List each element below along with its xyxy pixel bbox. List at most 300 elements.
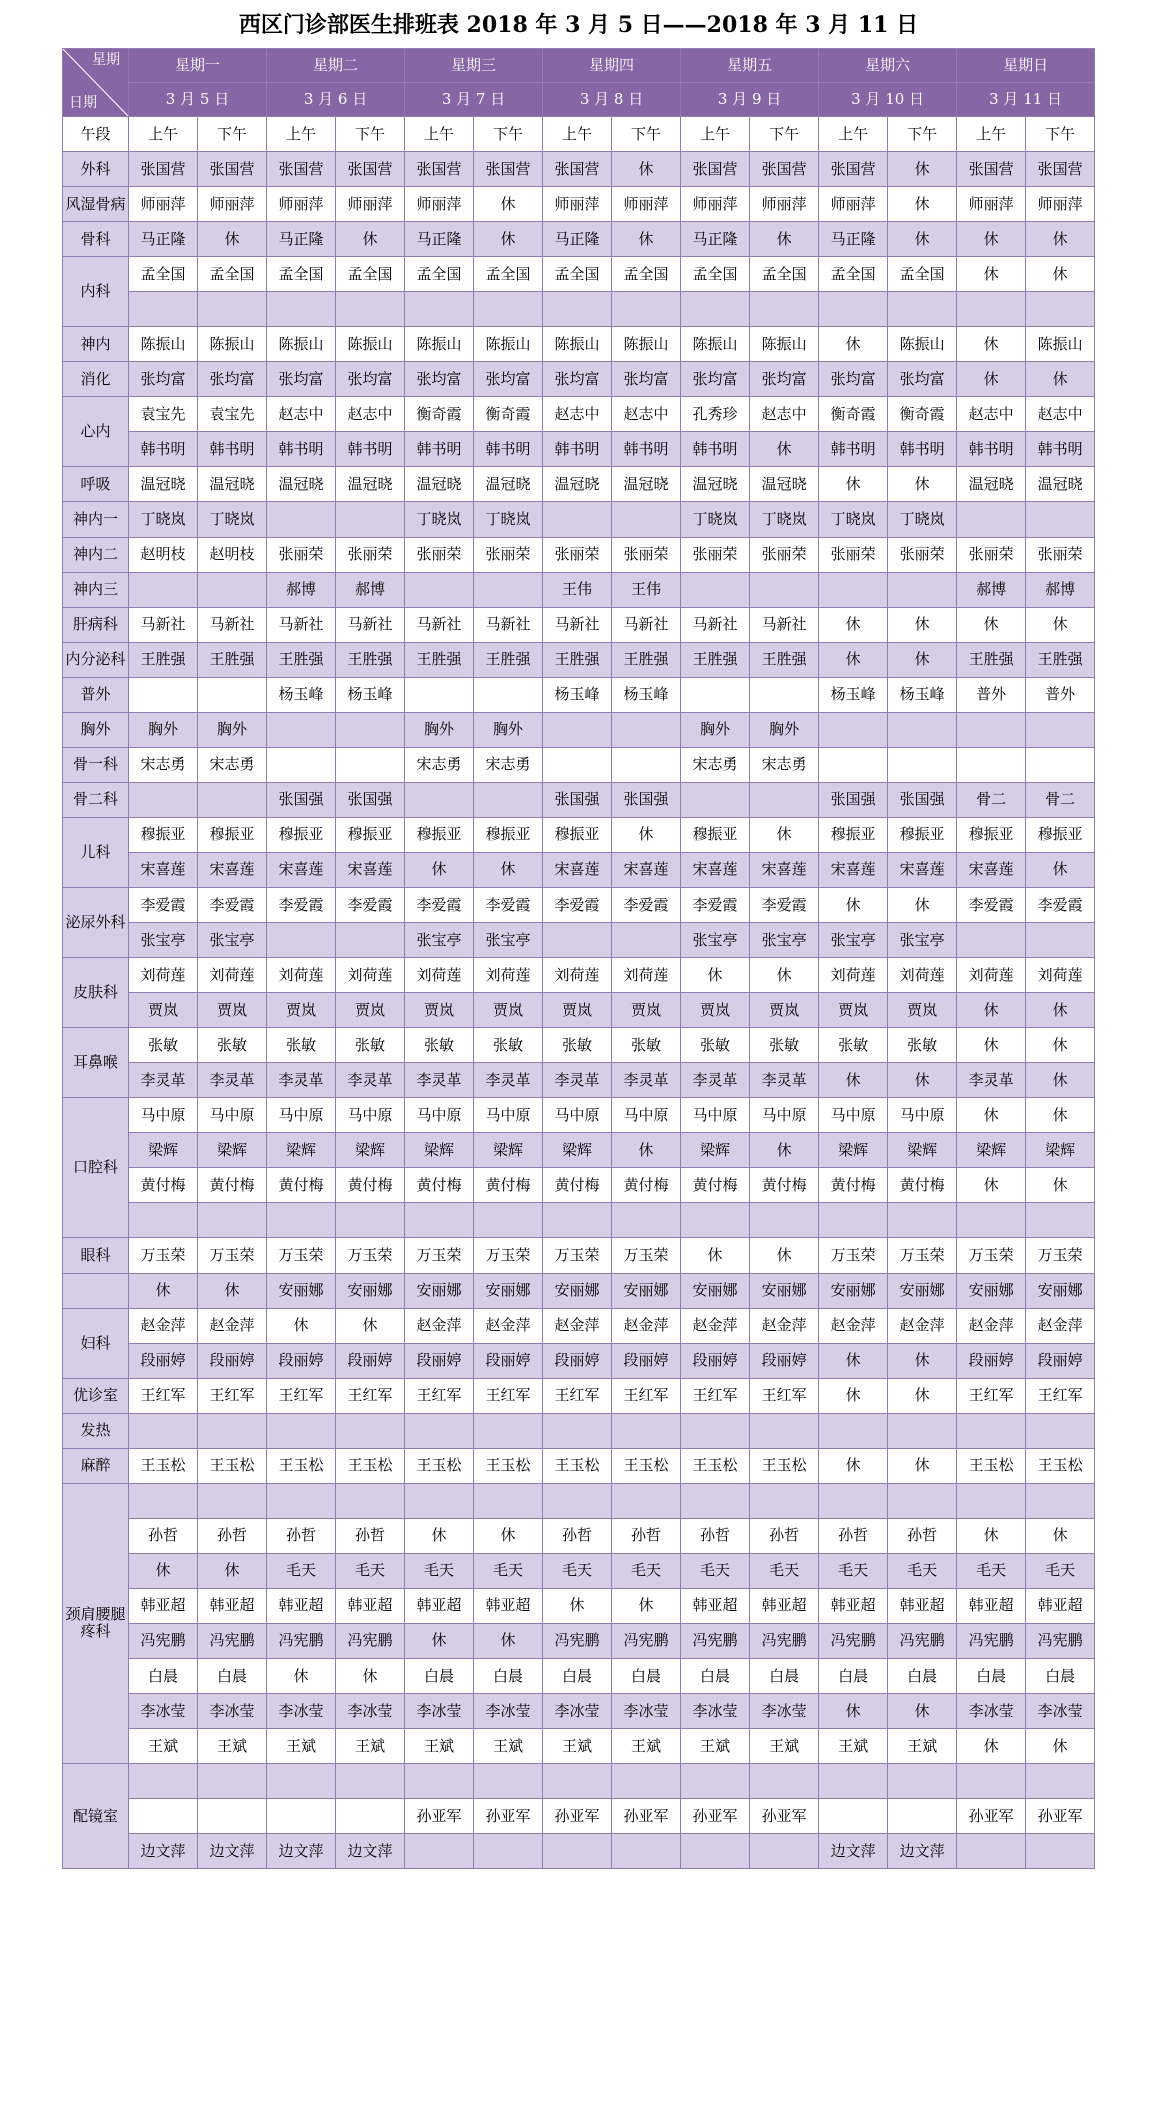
shift-cell: 毛天	[681, 1553, 750, 1588]
shift-cell: 休	[819, 1694, 888, 1729]
shift-cell: 张国营	[267, 152, 336, 187]
shift-cell: 李爱霞	[957, 887, 1026, 922]
shift-cell: 赵金萍	[1026, 1308, 1095, 1343]
shift-cell: 穆振亚	[957, 817, 1026, 852]
shift-cell: 毛天	[1026, 1553, 1095, 1588]
shift-cell: 陈振山	[267, 327, 336, 362]
shift-cell: 张丽荣	[888, 537, 957, 572]
shift-cell: 张国营	[681, 152, 750, 187]
shift-cell: 休	[1026, 1729, 1095, 1764]
shift-cell	[336, 712, 405, 747]
shift-cell	[888, 1483, 957, 1518]
shift-cell: 休	[1026, 852, 1095, 887]
shift-cell: 梁辉	[681, 1133, 750, 1168]
shift-cell	[543, 923, 612, 958]
shift-cell: 白晨	[1026, 1659, 1095, 1694]
shift-cell: 马中原	[750, 1098, 819, 1133]
shift-cell: 孙亚军	[957, 1799, 1026, 1834]
shift-cell: 刘荷莲	[543, 958, 612, 993]
weekday-header: 星期四	[543, 49, 681, 83]
shift-cell: 穆振亚	[819, 817, 888, 852]
shift-cell: 温冠晓	[750, 467, 819, 502]
shift-cell: 贾岚	[750, 993, 819, 1028]
shift-cell: 冯宪鹏	[681, 1623, 750, 1658]
shift-cell: 毛天	[336, 1553, 405, 1588]
shift-cell: 宋喜莲	[129, 852, 198, 887]
shift-cell	[957, 292, 1026, 327]
shift-cell: 师丽萍	[336, 187, 405, 222]
date-header: 3 月 11 日	[957, 83, 1095, 117]
shift-cell	[612, 1413, 681, 1448]
shift-cell: 马中原	[336, 1098, 405, 1133]
shift-cell: 陈振山	[336, 327, 405, 362]
shift-cell: 刘荷莲	[198, 958, 267, 993]
shift-cell: 安丽娜	[336, 1273, 405, 1308]
shift-cell: 梁辉	[957, 1133, 1026, 1168]
shift-cell	[957, 1483, 1026, 1518]
header-corner	[63, 49, 129, 117]
shift-cell: 毛天	[405, 1553, 474, 1588]
shift-cell: 休	[888, 642, 957, 677]
department-name: 风湿骨病	[63, 187, 129, 222]
shift-cell	[957, 1203, 1026, 1238]
period-cell: 下午	[198, 117, 267, 152]
table-row	[63, 432, 1095, 467]
shift-cell	[198, 572, 267, 607]
shift-cell: 张国营	[750, 152, 819, 187]
shift-cell: 王胜强	[543, 642, 612, 677]
date-header: 3 月 6 日	[267, 83, 405, 117]
shift-cell: 万玉荣	[336, 1238, 405, 1273]
shift-cell: 宋喜莲	[336, 852, 405, 887]
shift-cell: 马新社	[267, 607, 336, 642]
shift-cell: 宋志勇	[474, 747, 543, 782]
period-cell: 上午	[267, 117, 336, 152]
department-name: 消化	[63, 362, 129, 397]
shift-cell: 韩亚超	[198, 1588, 267, 1623]
shift-cell: 王玉松	[543, 1448, 612, 1483]
shift-cell: 安丽娜	[405, 1273, 474, 1308]
shift-cell: 赵志中	[750, 397, 819, 432]
shift-cell: 休	[750, 1238, 819, 1273]
shift-cell: 贾岚	[819, 993, 888, 1028]
shift-cell: 毛天	[888, 1553, 957, 1588]
shift-cell: 毛天	[957, 1553, 1026, 1588]
shift-cell: 张敏	[612, 1028, 681, 1063]
department-name: 耳鼻喉	[63, 1028, 129, 1098]
shift-cell: 王红军	[957, 1378, 1026, 1413]
shift-cell: 黄付梅	[474, 1168, 543, 1203]
shift-cell: 张均富	[681, 362, 750, 397]
department-name: 内科	[63, 257, 129, 327]
shift-cell	[405, 1413, 474, 1448]
shift-cell: 李爱霞	[612, 887, 681, 922]
shift-cell: 王红军	[612, 1378, 681, 1413]
shift-cell: 赵金萍	[888, 1308, 957, 1343]
shift-cell: 边文萍	[888, 1834, 957, 1869]
shift-cell: 袁宝先	[198, 397, 267, 432]
shift-cell: 王玉松	[336, 1448, 405, 1483]
shift-cell	[198, 677, 267, 712]
shift-cell: 王红军	[267, 1378, 336, 1413]
shift-cell: 宋喜莲	[750, 852, 819, 887]
shift-cell: 宋志勇	[681, 747, 750, 782]
shift-cell: 穆振亚	[888, 817, 957, 852]
shift-cell: 孟全国	[750, 257, 819, 292]
shift-cell: 段丽婷	[957, 1343, 1026, 1378]
shift-cell: 孟全国	[198, 257, 267, 292]
shift-cell: 冯宪鹏	[1026, 1623, 1095, 1658]
shift-cell: 张宝亭	[198, 923, 267, 958]
shift-cell: 休	[612, 152, 681, 187]
shift-cell: 王玉松	[129, 1448, 198, 1483]
shift-cell: 王斌	[129, 1729, 198, 1764]
shift-cell: 胸外	[681, 712, 750, 747]
shift-cell: 孙哲	[681, 1518, 750, 1553]
shift-cell: 休	[957, 1168, 1026, 1203]
shift-cell: 张丽荣	[1026, 537, 1095, 572]
shift-cell: 休	[198, 1273, 267, 1308]
shift-cell: 宋喜莲	[681, 852, 750, 887]
shift-cell: 休	[1026, 257, 1095, 292]
shift-cell: 休	[819, 1378, 888, 1413]
table-row	[63, 572, 1095, 607]
shift-cell: 万玉荣	[129, 1238, 198, 1273]
shift-cell: 白晨	[543, 1659, 612, 1694]
shift-cell: 安丽娜	[1026, 1273, 1095, 1308]
weekday-corner-label: 星期	[92, 52, 120, 68]
shift-cell	[336, 1483, 405, 1518]
shift-cell: 温冠晓	[1026, 467, 1095, 502]
shift-cell	[888, 1764, 957, 1799]
shift-cell: 安丽娜	[888, 1273, 957, 1308]
shift-cell: 段丽婷	[129, 1343, 198, 1378]
shift-cell	[129, 1203, 198, 1238]
shift-cell: 孙亚军	[474, 1799, 543, 1834]
shift-cell: 李爱霞	[474, 887, 543, 922]
shift-cell: 李冰莹	[543, 1694, 612, 1729]
shift-cell: 韩亚超	[1026, 1588, 1095, 1623]
shift-cell: 马中原	[543, 1098, 612, 1133]
shift-cell: 边文萍	[336, 1834, 405, 1869]
shift-cell	[405, 1834, 474, 1869]
shift-cell: 休	[681, 958, 750, 993]
shift-cell: 孙亚军	[681, 1799, 750, 1834]
shift-cell: 赵金萍	[129, 1308, 198, 1343]
shift-cell: 张国强	[336, 782, 405, 817]
shift-cell: 王玉松	[405, 1448, 474, 1483]
shift-cell	[198, 782, 267, 817]
shift-cell: 休	[267, 1659, 336, 1694]
date-header: 3 月 8 日	[543, 83, 681, 117]
shift-cell: 赵金萍	[198, 1308, 267, 1343]
shift-cell: 孟全国	[819, 257, 888, 292]
shift-cell: 休	[129, 1273, 198, 1308]
period-cell: 上午	[957, 117, 1026, 152]
shift-cell: 张丽荣	[750, 537, 819, 572]
shift-cell: 休	[474, 1623, 543, 1658]
table-row	[63, 1413, 1095, 1448]
shift-cell: 毛天	[474, 1553, 543, 1588]
shift-cell	[612, 502, 681, 537]
shift-cell	[267, 1413, 336, 1448]
shift-cell: 休	[957, 1028, 1026, 1063]
shift-cell: 贾岚	[681, 993, 750, 1028]
shift-cell: 李冰莹	[681, 1694, 750, 1729]
table-row	[63, 1623, 1095, 1658]
shift-cell: 陈振山	[1026, 327, 1095, 362]
shift-cell: 丁晓岚	[474, 502, 543, 537]
shift-cell: 段丽婷	[267, 1343, 336, 1378]
period-label: 午段	[63, 117, 129, 152]
shift-cell: 贾岚	[888, 993, 957, 1028]
shift-cell: 李灵革	[405, 1063, 474, 1098]
shift-cell: 张国营	[198, 152, 267, 187]
table-row	[63, 152, 1095, 187]
shift-cell: 王红军	[474, 1378, 543, 1413]
shift-cell: 黄付梅	[198, 1168, 267, 1203]
shift-cell: 李冰莹	[267, 1694, 336, 1729]
period-cell: 下午	[888, 117, 957, 152]
shift-cell	[888, 712, 957, 747]
shift-cell: 赵金萍	[543, 1308, 612, 1343]
shift-cell: 休	[957, 607, 1026, 642]
department-name: 神内一	[63, 502, 129, 537]
shift-cell	[474, 1834, 543, 1869]
shift-cell: 韩亚超	[129, 1588, 198, 1623]
shift-cell: 梁辉	[543, 1133, 612, 1168]
shift-cell: 马中原	[267, 1098, 336, 1133]
shift-cell: 韩书明	[198, 432, 267, 467]
schedule-table	[62, 48, 1095, 1869]
shift-cell	[129, 292, 198, 327]
shift-cell: 韩书明	[129, 432, 198, 467]
table-row	[63, 923, 1095, 958]
shift-cell: 宋喜莲	[612, 852, 681, 887]
shift-cell: 赵金萍	[681, 1308, 750, 1343]
shift-cell: 韩亚超	[267, 1588, 336, 1623]
department-name: 麻醉	[63, 1448, 129, 1483]
shift-cell	[888, 292, 957, 327]
shift-cell	[405, 292, 474, 327]
shift-cell	[957, 747, 1026, 782]
shift-cell: 休	[750, 222, 819, 257]
shift-cell	[750, 1764, 819, 1799]
shift-cell: 陈振山	[198, 327, 267, 362]
shift-cell	[1026, 292, 1095, 327]
shift-cell: 安丽娜	[681, 1273, 750, 1308]
shift-cell: 王红军	[750, 1378, 819, 1413]
shift-cell: 贾岚	[198, 993, 267, 1028]
shift-cell: 师丽萍	[750, 187, 819, 222]
department-name: 发热	[63, 1413, 129, 1448]
shift-cell: 休	[819, 642, 888, 677]
shift-cell	[267, 1764, 336, 1799]
shift-cell: 张国强	[267, 782, 336, 817]
shift-cell: 王胜强	[336, 642, 405, 677]
shift-cell: 刘荷莲	[819, 958, 888, 993]
shift-cell: 梁辉	[198, 1133, 267, 1168]
period-cell: 下午	[1026, 117, 1095, 152]
shift-cell: 李冰莹	[612, 1694, 681, 1729]
shift-cell: 梁辉	[888, 1133, 957, 1168]
shift-cell: 韩亚超	[336, 1588, 405, 1623]
shift-cell: 休	[888, 1694, 957, 1729]
table-row	[63, 327, 1095, 362]
shift-cell: 段丽婷	[543, 1343, 612, 1378]
shift-cell: 宋喜莲	[957, 852, 1026, 887]
shift-cell: 骨二	[1026, 782, 1095, 817]
shift-cell: 李爱霞	[129, 887, 198, 922]
shift-cell: 休	[1026, 1518, 1095, 1553]
shift-cell: 孟全国	[474, 257, 543, 292]
shift-cell	[888, 1203, 957, 1238]
shift-cell	[750, 1483, 819, 1518]
shift-cell: 段丽婷	[198, 1343, 267, 1378]
shift-cell	[612, 712, 681, 747]
shift-cell: 休	[474, 187, 543, 222]
shift-cell: 孙哲	[543, 1518, 612, 1553]
department-name: 颈肩腰腿疼科	[63, 1483, 129, 1763]
shift-cell: 安丽娜	[819, 1273, 888, 1308]
shift-cell: 休	[336, 222, 405, 257]
shift-cell: 休	[612, 817, 681, 852]
shift-cell: 休	[336, 1308, 405, 1343]
shift-cell: 白晨	[198, 1659, 267, 1694]
shift-cell: 孙亚军	[750, 1799, 819, 1834]
shift-cell: 毛天	[819, 1553, 888, 1588]
shift-cell: 李爱霞	[198, 887, 267, 922]
table-row	[63, 502, 1095, 537]
shift-cell: 黄付梅	[336, 1168, 405, 1203]
shift-cell: 穆振亚	[405, 817, 474, 852]
table-row	[63, 1273, 1095, 1308]
shift-cell: 赵明枝	[129, 537, 198, 572]
shift-cell	[129, 1413, 198, 1448]
table-row	[63, 1308, 1095, 1343]
shift-cell	[1026, 502, 1095, 537]
table-row	[63, 1588, 1095, 1623]
shift-cell: 郝博	[957, 572, 1026, 607]
shift-cell	[198, 1483, 267, 1518]
shift-cell: 万玉荣	[888, 1238, 957, 1273]
shift-cell: 王玉松	[957, 1448, 1026, 1483]
shift-cell: 穆振亚	[267, 817, 336, 852]
shift-cell: 韩书明	[1026, 432, 1095, 467]
period-cell: 下午	[750, 117, 819, 152]
shift-cell: 白晨	[612, 1659, 681, 1694]
shift-cell: 孟全国	[543, 257, 612, 292]
table-row	[63, 1553, 1095, 1588]
shift-cell: 孙哲	[267, 1518, 336, 1553]
shift-cell: 黄付梅	[681, 1168, 750, 1203]
shift-cell	[681, 572, 750, 607]
shift-cell	[336, 502, 405, 537]
shift-cell	[888, 572, 957, 607]
date-header: 3 月 5 日	[129, 83, 267, 117]
shift-cell: 温冠晓	[336, 467, 405, 502]
shift-cell: 赵金萍	[405, 1308, 474, 1343]
shift-cell	[474, 1203, 543, 1238]
shift-cell: 王胜强	[198, 642, 267, 677]
period-cell: 上午	[819, 117, 888, 152]
shift-cell: 休	[888, 187, 957, 222]
department-name: 神内二	[63, 537, 129, 572]
shift-cell: 边文萍	[819, 1834, 888, 1869]
shift-cell	[819, 712, 888, 747]
shift-cell: 孙哲	[888, 1518, 957, 1553]
shift-cell	[405, 1764, 474, 1799]
shift-cell: 刘荷莲	[1026, 958, 1095, 993]
shift-cell: 张均富	[405, 362, 474, 397]
shift-cell: 李爱霞	[750, 887, 819, 922]
shift-cell: 休	[888, 887, 957, 922]
shift-cell: 张国营	[1026, 152, 1095, 187]
shift-cell: 温冠晓	[543, 467, 612, 502]
shift-cell: 王胜强	[612, 642, 681, 677]
shift-cell: 孔秀珍	[681, 397, 750, 432]
shift-cell	[612, 1483, 681, 1518]
shift-cell: 温冠晓	[405, 467, 474, 502]
shift-cell: 李冰莹	[129, 1694, 198, 1729]
shift-cell: 杨玉峰	[612, 677, 681, 712]
shift-cell	[681, 1483, 750, 1518]
shift-cell: 梁辉	[129, 1133, 198, 1168]
shift-cell: 穆振亚	[198, 817, 267, 852]
shift-cell: 边文萍	[267, 1834, 336, 1869]
shift-cell: 师丽萍	[198, 187, 267, 222]
shift-cell: 王斌	[474, 1729, 543, 1764]
shift-cell	[681, 677, 750, 712]
shift-cell: 袁宝先	[129, 397, 198, 432]
shift-cell: 白晨	[750, 1659, 819, 1694]
shift-cell: 韩书明	[543, 432, 612, 467]
department-name: 皮肤科	[63, 958, 129, 1028]
department-name: 普外	[63, 677, 129, 712]
shift-cell: 宋喜莲	[888, 852, 957, 887]
shift-cell	[750, 572, 819, 607]
shift-cell: 休	[888, 1343, 957, 1378]
shift-cell: 孟全国	[612, 257, 681, 292]
shift-cell: 李爱霞	[543, 887, 612, 922]
shift-cell: 丁晓岚	[681, 502, 750, 537]
shift-cell	[957, 923, 1026, 958]
shift-cell: 王玉松	[267, 1448, 336, 1483]
shift-cell: 韩亚超	[474, 1588, 543, 1623]
shift-cell: 王玉松	[750, 1448, 819, 1483]
shift-cell: 王斌	[267, 1729, 336, 1764]
shift-cell: 陈振山	[888, 327, 957, 362]
shift-cell: 陈振山	[612, 327, 681, 362]
department-name: 外科	[63, 152, 129, 187]
shift-cell: 贾岚	[612, 993, 681, 1028]
shift-cell: 韩书明	[612, 432, 681, 467]
shift-cell: 师丽萍	[681, 187, 750, 222]
table-row	[63, 817, 1095, 852]
shift-cell: 张国营	[336, 152, 405, 187]
table-row	[63, 292, 1095, 327]
shift-cell: 冯宪鹏	[267, 1623, 336, 1658]
shift-cell: 冯宪鹏	[888, 1623, 957, 1658]
shift-cell: 王胜强	[750, 642, 819, 677]
shift-cell: 张均富	[612, 362, 681, 397]
shift-cell: 王斌	[819, 1729, 888, 1764]
shift-cell: 李冰莹	[1026, 1694, 1095, 1729]
shift-cell: 韩书明	[405, 432, 474, 467]
shift-cell	[129, 1799, 198, 1834]
shift-cell: 马新社	[198, 607, 267, 642]
shift-cell: 孙哲	[750, 1518, 819, 1553]
